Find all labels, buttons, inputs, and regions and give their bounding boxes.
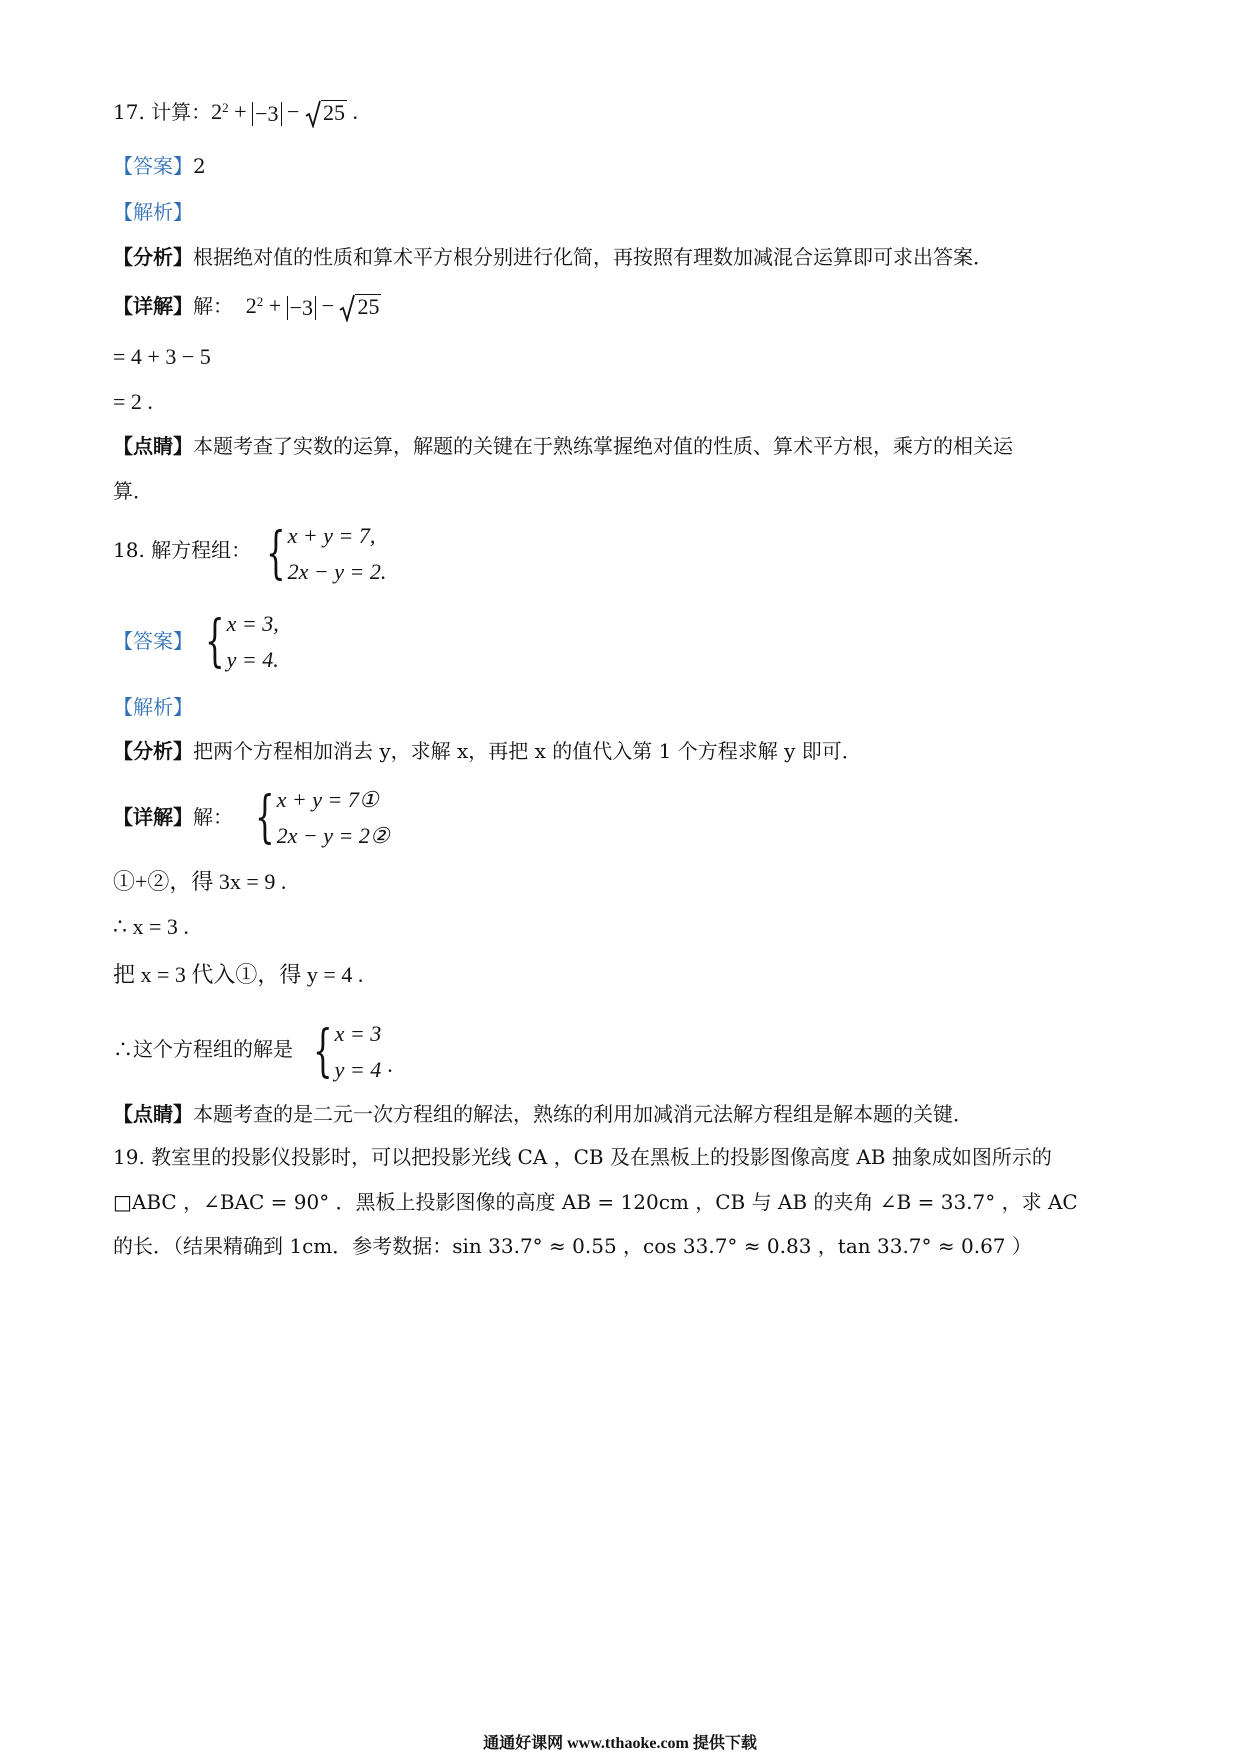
q17-dianjing-cont: 算．: [113, 479, 153, 503]
q18-step1: ①+②，得 3x = 9 .: [113, 869, 287, 894]
fenxi-text: 根据绝对值的性质和算术平方根分别进行化简，再按照有理数加减混合运算即可求出答案．: [193, 245, 993, 269]
answer-tag: 【答案】: [113, 154, 193, 178]
q18-answer-tag: 【答案】: [113, 629, 193, 653]
q17-expression: $2^2 + -3$ − 25 .: [211, 99, 358, 126]
q17-answer: [113, 152, 206, 180]
q18-dianjing: 【点睛】本题考查的是二元一次方程组的解法，熟练的利用加减消元法解方程组是解本题的关键．: [113, 1102, 973, 1126]
brace-icon: {: [205, 609, 225, 674]
brace-icon: {: [266, 521, 286, 586]
fenxi-tag: 【分析】: [113, 245, 193, 269]
q17-detail-expression: $2^2 + -3$ − 25: [245, 293, 380, 320]
dianjing-tag: 【点睛】: [113, 434, 193, 458]
q17-fenxi: [113, 243, 993, 271]
sqrt-expression: 25: [305, 100, 347, 128]
q17-prefix: 17. 计算：: [113, 100, 212, 124]
sqrt-icon: [339, 294, 355, 322]
abs-value: −3: [252, 102, 281, 126]
q18-fenxi: 【分析】把两个方程相加消去 y，求解 x，再把 x 的值代入第 1 个方程求解 y 即可．: [113, 739, 862, 763]
q17-step2: = 2 .: [113, 389, 153, 414]
q18-detail-label: 【详解】解：: [113, 805, 233, 829]
sqrt-icon: [305, 100, 321, 128]
q18-system: [258, 518, 386, 590]
q19-line3: 的长．（结果精确到 1cm．参考数据：sin 33.7° ≈ 0.55 ，cos 33.7° ≈ 0.83 ，tan 33.7° ≈ 0.67 ）: [113, 1234, 1032, 1258]
q17-step1: = 4 + 3 − 5: [113, 344, 211, 369]
q17-detail: 【详解】解： $2^2 + -3$ − 25: [113, 293, 380, 320]
q18-analysis-tag: 【解析】: [113, 695, 193, 719]
q18-conclusion-prefix: ∴这个方程组的解是: [113, 1037, 293, 1061]
q18-conclusion-system: { x = 3 y = 4 .: [313, 1019, 393, 1084]
brace-icon: {: [313, 1019, 333, 1084]
q18-step3: 把 x = 3 代入①，得 y = 4 .: [113, 962, 364, 987]
q19-line2: □ABC ，∠BAC = 90° ．黑板上投影图像的高度 AB = 120cm ，CB 与 AB 的夹角 ∠B = 33.7° ，求 AC: [113, 1190, 1078, 1214]
q18-eq1: x + y = 7,: [287, 523, 376, 548]
q18-detail-system: { x + y = 7① 2x − y = 2②: [255, 785, 390, 850]
q19-line1: 19. 教室里的投影仪投影时，可以把投影光线 CA ，CB 及在黑板上的投影图像高度 AB 抽象成如图所示的: [113, 1145, 1052, 1169]
q17-statement: [113, 98, 358, 128]
q17-analysis-tag: 【解析】: [113, 200, 193, 224]
detail-tag: 【详解】: [113, 294, 193, 318]
q18-prefix: 18. 解方程组：: [113, 538, 252, 562]
q18-eq2: 2x − y = 2.: [287, 559, 387, 584]
brace-icon: {: [255, 785, 275, 850]
q18-answer-system: { x = 3, y = 4.: [205, 609, 279, 674]
q18-step2: ∴ x = 3 .: [113, 914, 189, 939]
answer-value: 2: [193, 154, 206, 178]
page-footer: 通通好课网 www.tthaoke.com 提供下载: [483, 1735, 757, 1752]
q17-dianjing: 【点睛】本题考查了实数的运算，解题的关键在于熟练掌握绝对值的性质、算术平方根，乘方的相关运: [113, 434, 1013, 458]
